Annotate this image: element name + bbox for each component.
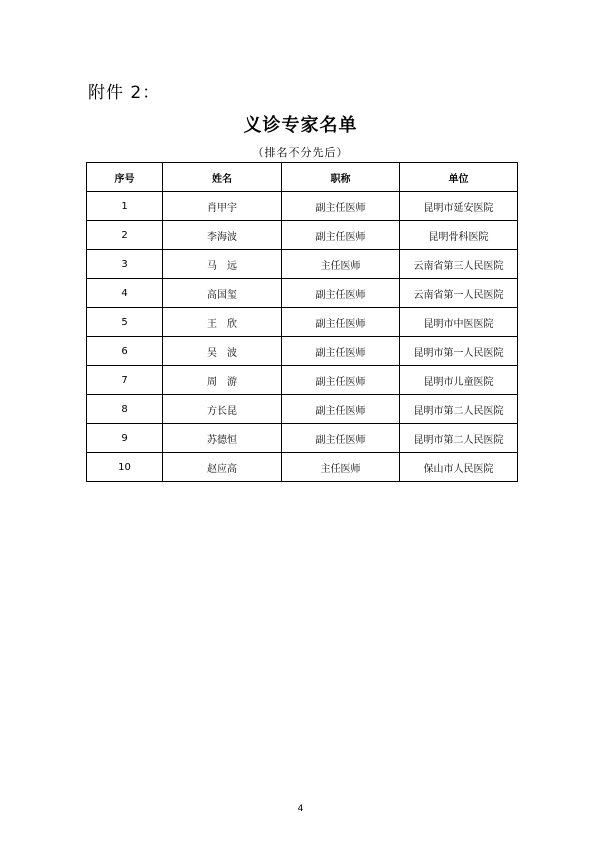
cell-unit: 云南省第三人民医院 (400, 250, 518, 279)
cell-unit: 昆明骨科医院 (400, 221, 518, 250)
cell-no: 10 (87, 453, 163, 482)
cell-name: 马 远 (163, 250, 282, 279)
table-row (87, 250, 518, 279)
cell-title: 副主任医师 (282, 221, 400, 250)
cell-title: 副主任医师 (282, 366, 400, 395)
cell-no: 7 (87, 366, 163, 395)
cell-unit: 云南省第一人民医院 (400, 279, 518, 308)
column-header-name: 姓名 (163, 163, 282, 192)
experts-table (86, 162, 518, 482)
table-row (87, 308, 518, 337)
document-title: 义诊专家名单 (243, 115, 358, 136)
table-row (87, 366, 518, 395)
cell-no: 9 (87, 424, 163, 453)
cell-unit: 昆明市中医医院 (400, 308, 518, 337)
cell-unit: 昆明市第二人民医院 (400, 395, 518, 424)
cell-no: 1 (87, 192, 163, 221)
table-row (87, 424, 518, 453)
cell-no: 3 (87, 250, 163, 279)
cell-no: 4 (87, 279, 163, 308)
cell-name: 吴 波 (163, 337, 282, 366)
cell-name: 李海波 (163, 221, 282, 250)
page-number: 4 (297, 804, 304, 814)
cell-no: 6 (87, 337, 163, 366)
cell-no: 2 (87, 221, 163, 250)
cell-title: 副主任医师 (282, 424, 400, 453)
cell-name: 方长昆 (163, 395, 282, 424)
column-header-unit: 单位 (400, 163, 518, 192)
table-row (87, 395, 518, 424)
table-row (87, 453, 518, 482)
table-header-row (87, 163, 518, 192)
attachment-label: 附件 2： (88, 83, 161, 103)
cell-unit: 保山市人民医院 (400, 453, 518, 482)
cell-name: 王 欣 (163, 308, 282, 337)
table-row (87, 192, 518, 221)
table-row (87, 221, 518, 250)
cell-title: 副主任医师 (282, 337, 400, 366)
document-subtitle: （排名不分先后） (252, 146, 349, 159)
cell-title: 主任医师 (282, 250, 400, 279)
cell-title: 主任医师 (282, 453, 400, 482)
cell-name: 高国玺 (163, 279, 282, 308)
cell-no: 5 (87, 308, 163, 337)
cell-name: 赵应高 (163, 453, 282, 482)
cell-name: 苏德恒 (163, 424, 282, 453)
cell-title: 副主任医师 (282, 192, 400, 221)
table-row (87, 337, 518, 366)
cell-title: 副主任医师 (282, 395, 400, 424)
cell-unit: 昆明市儿童医院 (400, 366, 518, 395)
cell-name: 周 游 (163, 366, 282, 395)
column-header-title: 职称 (282, 163, 400, 192)
column-header-no: 序号 (87, 163, 163, 192)
table-row (87, 279, 518, 308)
cell-unit: 昆明市第二人民医院 (400, 424, 518, 453)
cell-name: 肖甲宇 (163, 192, 282, 221)
cell-title: 副主任医师 (282, 279, 400, 308)
cell-unit: 昆明市延安医院 (400, 192, 518, 221)
cell-no: 8 (87, 395, 163, 424)
cell-title: 副主任医师 (282, 308, 400, 337)
cell-unit: 昆明市第一人民医院 (400, 337, 518, 366)
